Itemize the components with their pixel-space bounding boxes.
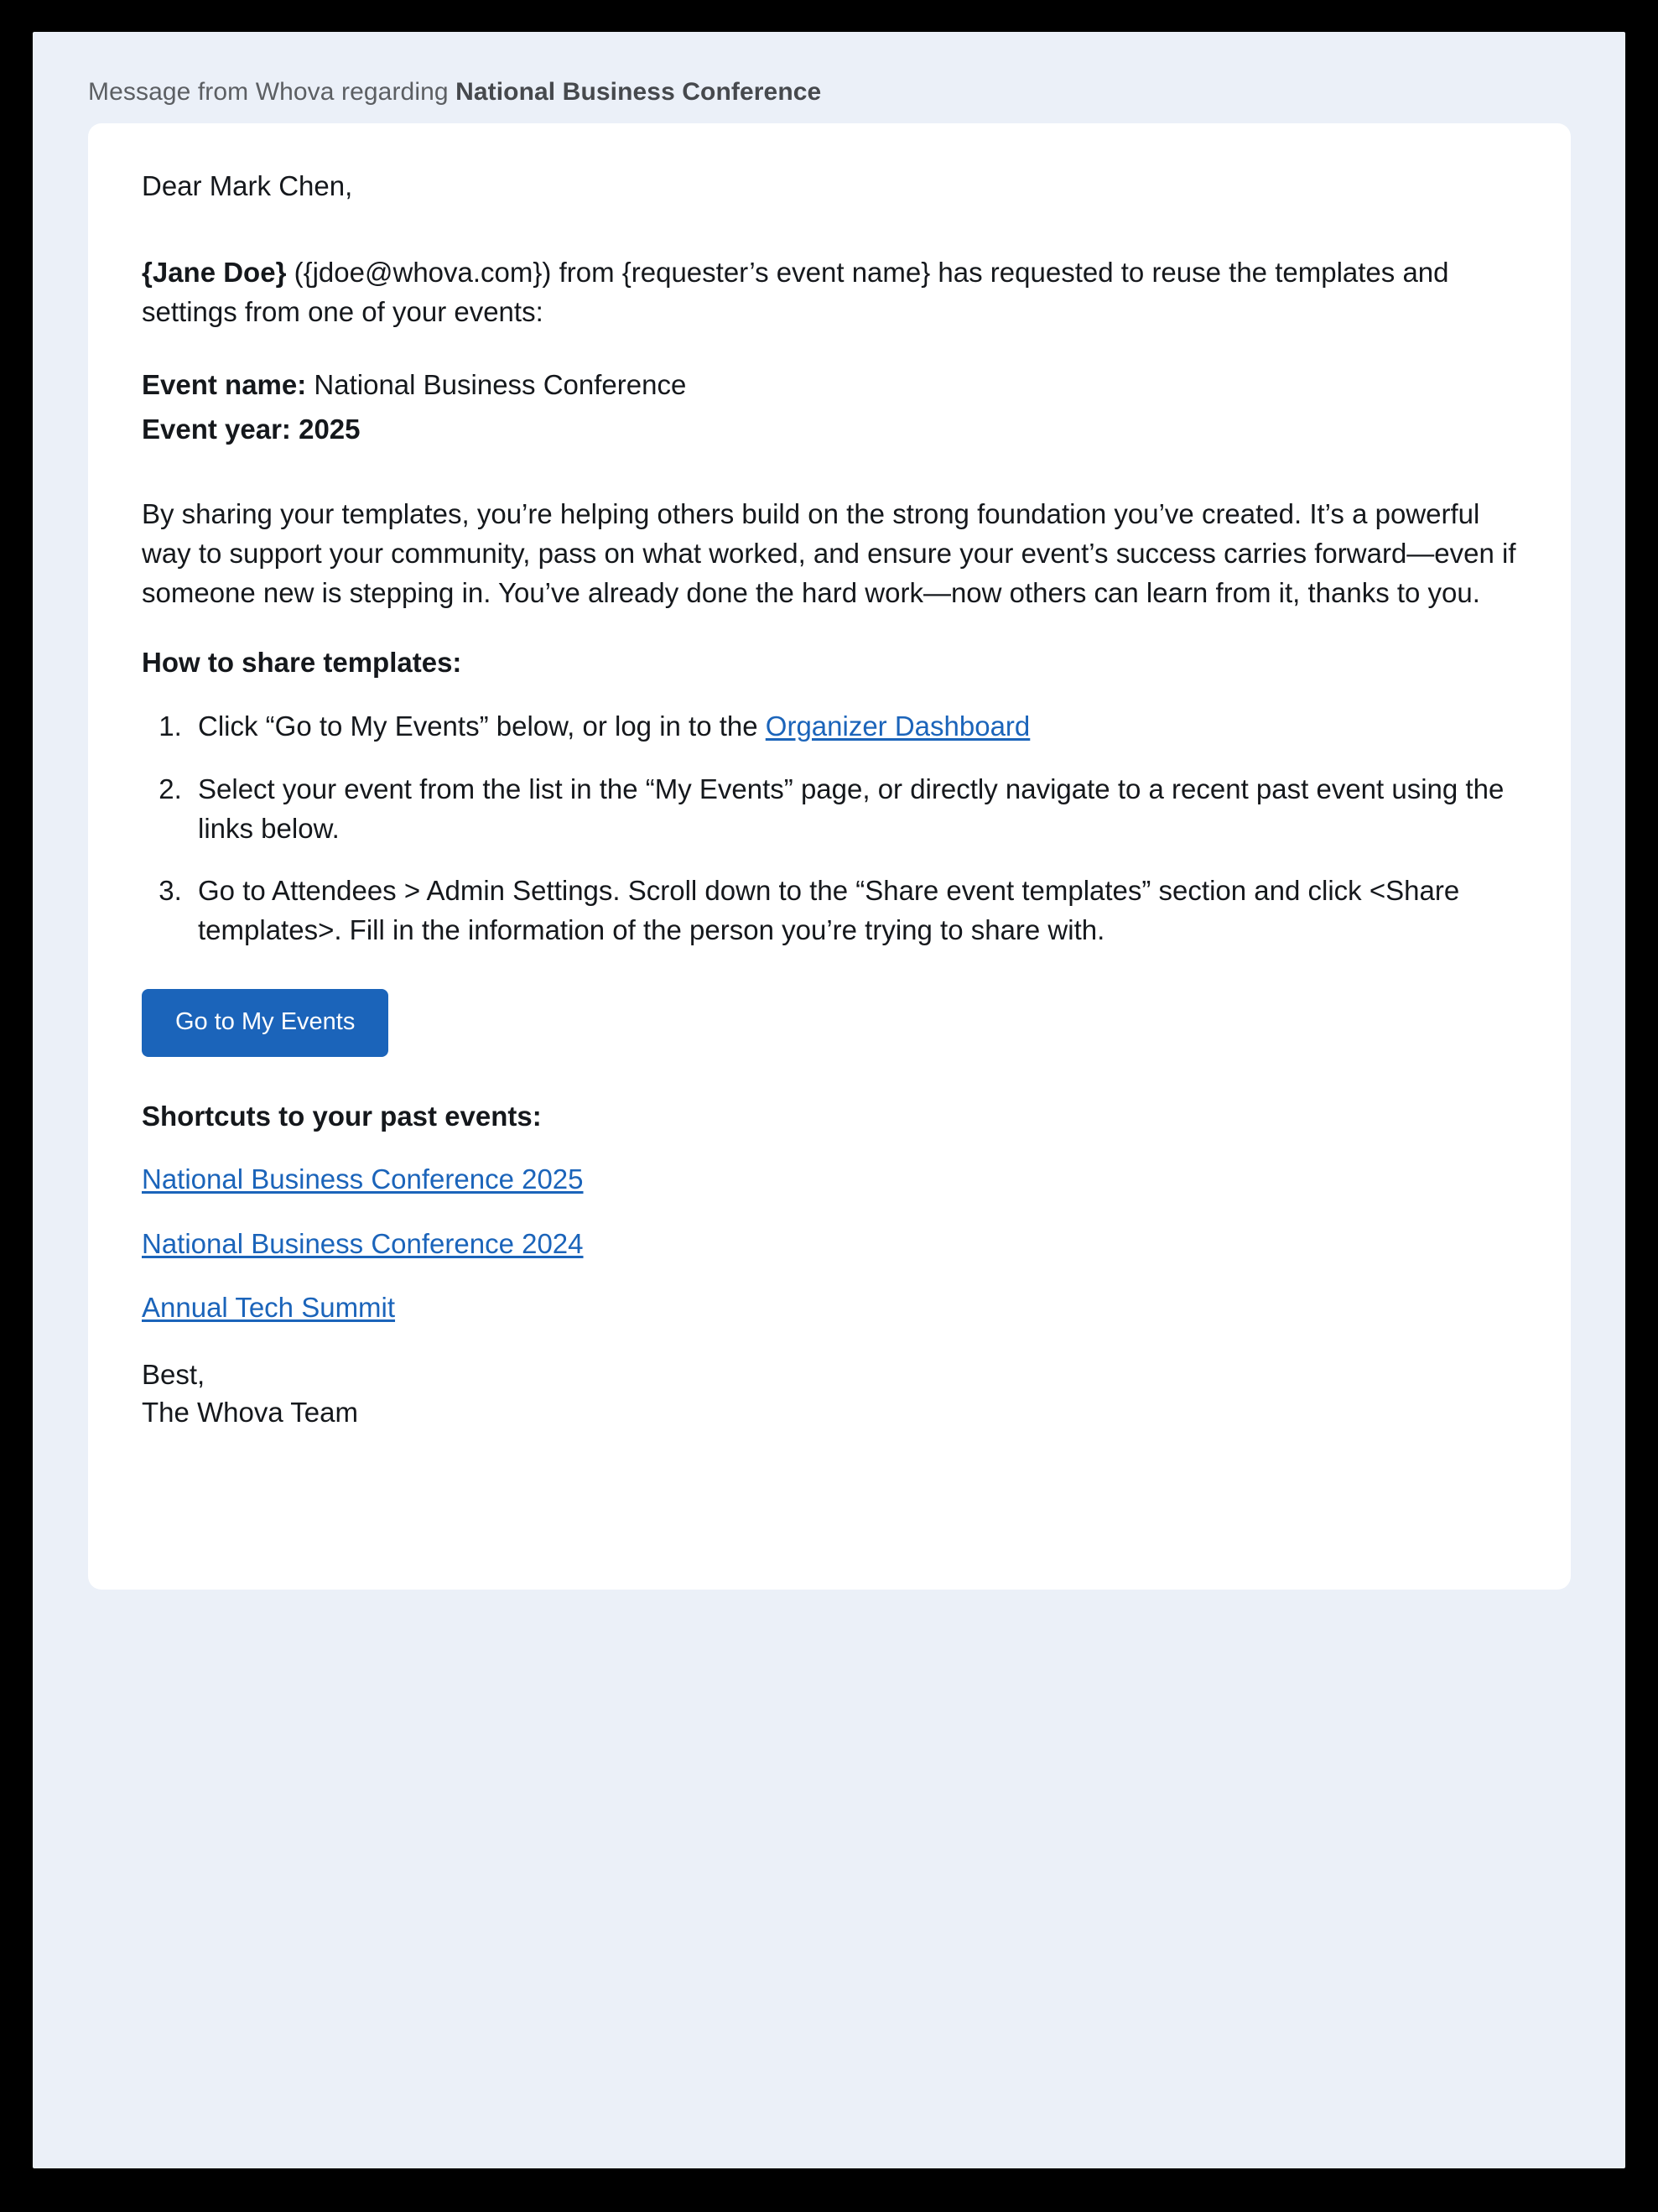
steps-list bbox=[142, 707, 1517, 950]
event-year-line: Event year: 2025 bbox=[142, 414, 361, 445]
requester-detail: ({jdoe@whova.com}) from {requester’s event name} has requested to reuse the templates and settings from one of your events: bbox=[142, 256, 1449, 327]
go-to-my-events-button[interactable]: Go to My Events bbox=[142, 989, 388, 1057]
shortcuts-heading: Shortcuts to your past events: bbox=[142, 1101, 542, 1132]
signoff-line-2: The Whova Team bbox=[142, 1397, 359, 1429]
requester-paragraph bbox=[142, 253, 1517, 332]
signoff bbox=[142, 1356, 1517, 1432]
shortcut-link-annual-tech-summit[interactable]: Annual Tech Summit bbox=[142, 1292, 396, 1324]
preheader bbox=[88, 78, 821, 107]
shortcut-row bbox=[142, 1163, 1517, 1196]
shortcut-row bbox=[142, 1227, 1517, 1261]
event-details bbox=[142, 366, 1517, 450]
message-card bbox=[88, 123, 1571, 1590]
step-2-text: Select your event from the list in the “My Events” page, or directly navigate to a recent past event using the links below. bbox=[198, 773, 1505, 844]
list-item bbox=[190, 770, 1517, 849]
event-name-value: National Business Conference bbox=[306, 368, 687, 400]
list-item bbox=[190, 872, 1517, 950]
event-name-line bbox=[142, 366, 1517, 405]
how-to-share-heading: How to share templates: bbox=[142, 646, 462, 678]
signoff-line-1: Best, bbox=[142, 1358, 205, 1390]
shortcut-row bbox=[142, 1291, 1517, 1325]
greeting: Dear Mark Chen, bbox=[142, 170, 353, 201]
intro-paragraph: By sharing your templates, you’re helping others build on the strong foundation you’ve created. It’s a powerful way to support your community, pass on what worked, and ensure your event’s success carries forward—even if someone new is stepping in. You’ve already done the hard work—now others can learn from it, thanks to you. bbox=[142, 498, 1516, 609]
preheader-prefix: Message from Whova regarding bbox=[88, 78, 456, 106]
event-name-label: Event name: bbox=[142, 368, 307, 400]
requester-name: {Jane Doe} bbox=[142, 256, 287, 288]
step-1-text-before: Click “Go to My Events” below, or log in to the bbox=[198, 710, 766, 742]
preheader-event-name: National Business Conference bbox=[455, 78, 822, 106]
step-3-text: Go to Attendees > Admin Settings. Scroll down to the “Share event templates” section and click <Share templates>. Fill in the information of the person you’re trying to share with. bbox=[198, 875, 1460, 946]
shortcut-link-national-business-conference-2024[interactable]: National Business Conference 2024 bbox=[142, 1227, 584, 1259]
organizer-dashboard-link[interactable]: Organizer Dashboard bbox=[765, 710, 1031, 742]
shortcut-link-national-business-conference-2025[interactable]: National Business Conference 2025 bbox=[142, 1163, 584, 1195]
list-item bbox=[190, 707, 1517, 747]
email-viewport bbox=[33, 32, 1625, 2168]
